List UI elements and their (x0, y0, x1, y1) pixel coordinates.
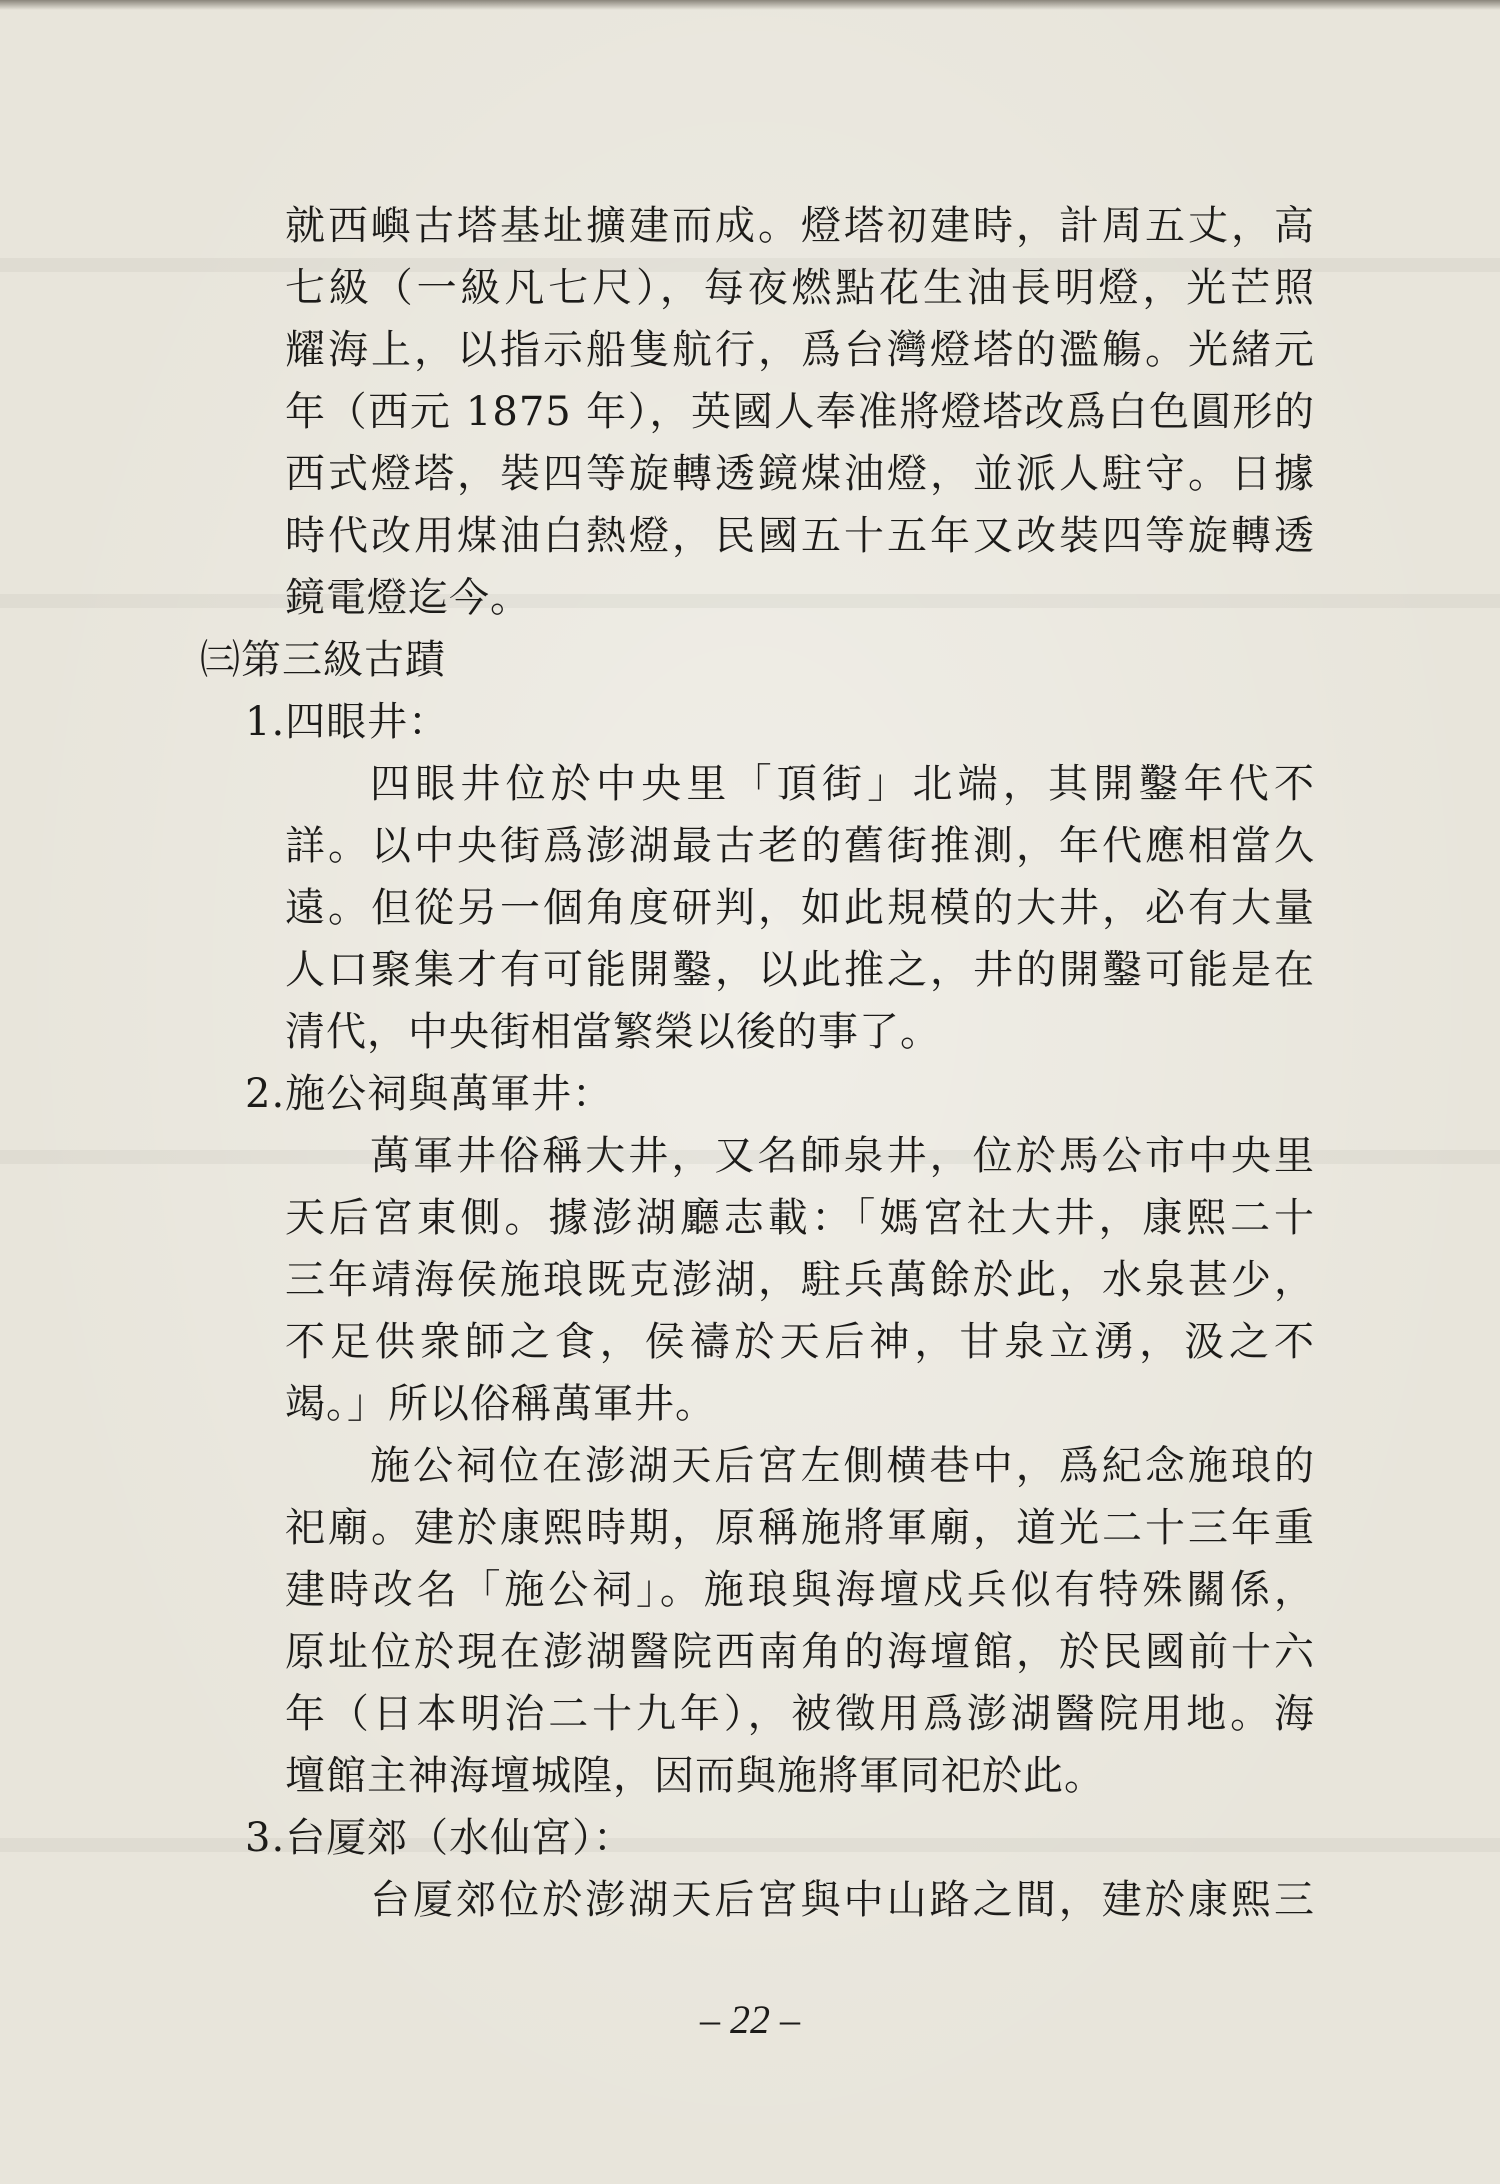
text-line: 壇館主神海壇城隍，因而與施將軍同祀於此。 (285, 1753, 1105, 1799)
text-line: 時代改用煤油白熱燈，民國五十五年又改裝四等旋轉透 (285, 513, 1315, 559)
page-number: – 22 – (700, 1997, 800, 2042)
text-line: 人口聚集才有可能開鑿，以此推之，井的開鑿可能是在 (285, 947, 1315, 993)
text-line: 竭。」所以俗稱萬軍井。 (285, 1381, 716, 1427)
item-heading: 2.施公祠與萬軍井： (245, 1071, 614, 1117)
section-heading: ㈢第三級古蹟 (200, 637, 446, 683)
text-line: 就西嶼古塔基址擴建而成。燈塔初建時，計周五丈，高 (285, 203, 1315, 249)
text-line: 詳。以中央街爲澎湖最古老的舊街推測，年代應相當久 (285, 823, 1315, 869)
text-line: 三年靖海侯施琅既克澎湖，駐兵萬餘於此，水泉甚少， (285, 1257, 1315, 1303)
item-heading: 3.台厦郊（水仙宮）： (245, 1815, 635, 1861)
text-line: 遠。但從另一個角度研判，如此規模的大井，必有大量 (285, 885, 1315, 931)
scan-streak (0, 594, 1500, 608)
text-line: 施公祠位在澎湖天后宮左側横巷中，爲紀念施琅的 (370, 1443, 1315, 1489)
text-line: 鏡電燈迄今。 (285, 575, 531, 621)
text-line: 耀海上，以指示船隻航行，爲台灣燈塔的濫觴。光緒元 (285, 327, 1315, 373)
text-line: 年（日本明治二十九年），被徵用爲澎湖醫院用地。海 (285, 1691, 1315, 1737)
text-line: 原址位於現在澎湖醫院西南角的海壇館，於民國前十六 (285, 1629, 1315, 1675)
text-line: 台厦郊位於澎湖天后宮與中山路之間，建於康熙三 (370, 1877, 1315, 1923)
text-line: 清代，中央街相當繁榮以後的事了。 (285, 1009, 941, 1055)
text-line: 七級（一級凡七尺），每夜燃點花生油長明燈，光芒照 (285, 265, 1315, 311)
page-edge-shadow (0, 0, 1500, 10)
text-line: 年（西元 1875 年），英國人奉准將燈塔改爲白色圓形的 (285, 389, 1315, 435)
text-line: 建時改名「施公祠」。施琅與海壇戍兵似有特殊關係， (285, 1567, 1315, 1613)
text-line: 不足供衆師之食，侯禱於天后神，甘泉立湧，汲之不 (285, 1319, 1315, 1365)
item-heading: 1.四眼井： (245, 699, 450, 745)
text-line: 祀廟。建於康熙時期，原稱施將軍廟，道光二十三年重 (285, 1505, 1315, 1551)
text-line: 四眼井位於中央里「頂街」北端，其開鑿年代不 (370, 761, 1315, 807)
scan-streak (0, 1838, 1500, 1852)
text-line: 天后宮東側。據澎湖廳志載：「媽宮社大井，康熙二十 (285, 1195, 1315, 1241)
text-line: 西式燈塔，裝四等旋轉透鏡煤油燈，並派人駐守。日據 (285, 451, 1315, 497)
text-line: 萬軍井俗稱大井，又名師泉井，位於馬公市中央里 (370, 1133, 1315, 1179)
